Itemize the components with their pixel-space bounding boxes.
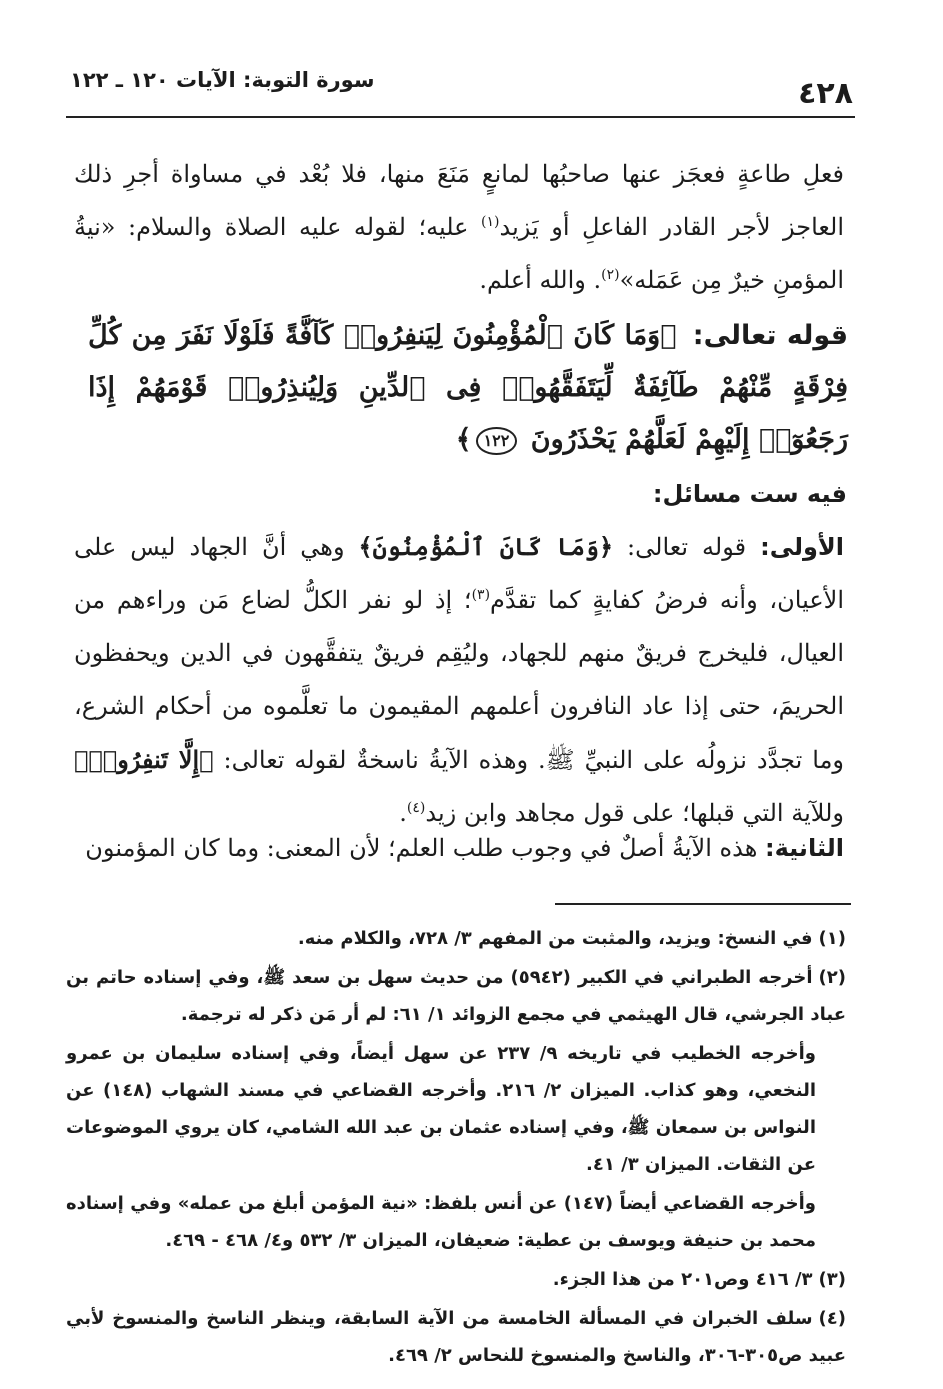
verse-lead: قوله تعالى: (692, 320, 849, 351)
section-heading: فيه ست مسائل: (652, 480, 847, 508)
issue-label: الثانية: (764, 834, 844, 862)
paragraph-text: هذه الآيةُ أصلٌ في وجوب طلب العلم؛ لأن المعنى: وما كان المؤمنون (85, 834, 765, 862)
footnote-item (66, 1185, 846, 1259)
paragraph-text: . والله أعلم. (479, 266, 602, 294)
verse-text: ﴿وَمَا كَانَ ٱلْمُؤْمِنُونَ لِيَنفِرُوا۟ كَآفَّةً فَلَوْلَا نَفَرَ مِن كُلِّ فِرْقَةٍ مِّنْهُمْ طَآئِفَةٌ لِّيَتَفَقَّهُوا۟ فِى ٱلدِّينِ وَلِيُنذِرُوا۟ قَوْمَهُمْ إِذَا رَجَعُوٓا۟ إِلَيْهِمْ لَعَلَّهُمْ يَحْذَرُونَ (88, 320, 848, 455)
issue-first (74, 520, 844, 840)
footnotes (66, 920, 846, 1376)
page-header (70, 64, 853, 112)
footnote-text: ٣/ ٤١٦ وص٢٠١ من هذا الجزء. (552, 1269, 813, 1290)
footnote-item (66, 1261, 846, 1298)
paragraph-text: عليه؛ لقوله عليه الصلاة والسلام: «نيةُ المؤمنِ خيرٌ مِن عَمَله» (74, 213, 844, 294)
paragraph-text: وهي أنَّ الجهاد ليس على الأعيان، وأنه فرضُ كفايةٍ كما تقدَّم (74, 533, 844, 614)
footnote-item (66, 1035, 846, 1183)
ayah-number-badge: ١٢٢ (476, 427, 518, 455)
issue-second (74, 822, 844, 875)
paragraph-continuation (74, 148, 844, 307)
footnote-number: (٣) (818, 1269, 846, 1290)
running-title: سورة التوبة: الآيات ١٢٠ ـ ١٢٢ (70, 68, 375, 92)
paragraph-text: . (399, 799, 407, 827)
verse-close-bracket: ﴾ (455, 424, 472, 455)
footnote-marker[interactable]: (١) (481, 214, 500, 230)
quran-quote: ﴿وَمَا كَانَ ٱلْمُؤْمِنُونَ﴾ (358, 532, 614, 561)
footnote-number: (٢) (818, 967, 846, 988)
footnote-number: (١) (818, 928, 846, 949)
paragraph-text: ؛ إذ لو نفر الكلُّ لضاع مَن وراءهم من العيال، فليخرج فريقٌ منهم للجهاد، وليُقِم فريقٌ يتفقَّهون في الدين ويحفظون الحريمَ، حتى إذا عاد النافرون أعلمهم المقيمون ما تعلَّموه من أحكام الشرع، وما تجدَّد نزولُه على النبيِّ ﷺ. وهذه الآيةُ ناسخةٌ لقوله تعالى: (74, 586, 845, 774)
footnote-marker[interactable]: (٤) (406, 800, 426, 816)
footnote-text: وأخرجه القضاعي أيضاً (١٤٧) عن أنس بلفظ: «نية المؤمن أبلغ من عمله» وفي إسناده محمد بن حنيفة ويوسف بن عطية: ضعيفان، الميزان ٣/ ٥٣٢ و٤/ ٤٦٨ - ٤٦٩. (66, 1193, 816, 1251)
page-number: ٤٢٨ (798, 76, 853, 111)
footnote-item (66, 959, 846, 1033)
footnote-text: سلف الخبران في المسألة الخامسة من الآية السابقة، وينظر الناسخ والمنسوخ لأبي عبيد ص٣٠٥-٣٠٦، والناسخ والمنسوخ للنحاس ٢/ ٤٦٩. (66, 1308, 846, 1366)
paragraph-text: وللآية التي قبلها؛ على قول مجاهد وابن زيد (425, 799, 844, 827)
footnote-text: أخرجه الطبراني في الكبير (٥٩٤٢) من حديث سهل بن سعد ﷺ، وفي إسناده حاتم بن عباد الجرشي، قال الهيثمي في مجمع الزوائد ١/ ٦١: لم أر مَن ذكر له ترجمة. (66, 967, 846, 1025)
issue-label: الأولى: (760, 533, 844, 561)
paragraph-text: قوله تعالى: (613, 533, 761, 561)
footnote-number: (٤) (818, 1308, 846, 1329)
quran-verse (88, 310, 848, 466)
footnote-divider (555, 903, 851, 905)
header-divider (66, 116, 855, 118)
quran-quote: ﴿إِلَّا تَنفِرُوا۟﴾ (74, 745, 214, 774)
footnote-item (66, 1300, 846, 1374)
footnote-marker[interactable]: (٢) (601, 267, 620, 283)
footnote-text: وأخرجه الخطيب في تاريخه ٩/ ٢٣٧ عن سهل أيضاً، وفي إسناده سليمان بن عمرو النخعي، وهو كذاب. الميزان ٢/ ٢١٦. وأخرجه القضاعي في مسند الشهاب (١٤٨) عن النواس بن سمعان ﷺ، وفي إسناده عثمان بن عبد الله الشامي، كان يروي الموضوعات عن الثقات. الميزان ٣/ ٤١. (66, 1043, 816, 1175)
footnote-marker[interactable]: (٣) (471, 587, 491, 603)
paragraph-text: فعلِ طاعةٍ فعجَز عنها صاحبُها لمانعٍ مَنَعَ منها، فلا بُعْد في مساواة أجرِ ذلك العاجز لأجر القادر الفاعلِ أو يَزيد (74, 160, 845, 241)
footnote-item (66, 920, 846, 957)
footnote-text: في النسخ: ويزيد، والمثبت من المفهم ٣/ ٧٢٨، والكلام منه. (297, 928, 813, 949)
